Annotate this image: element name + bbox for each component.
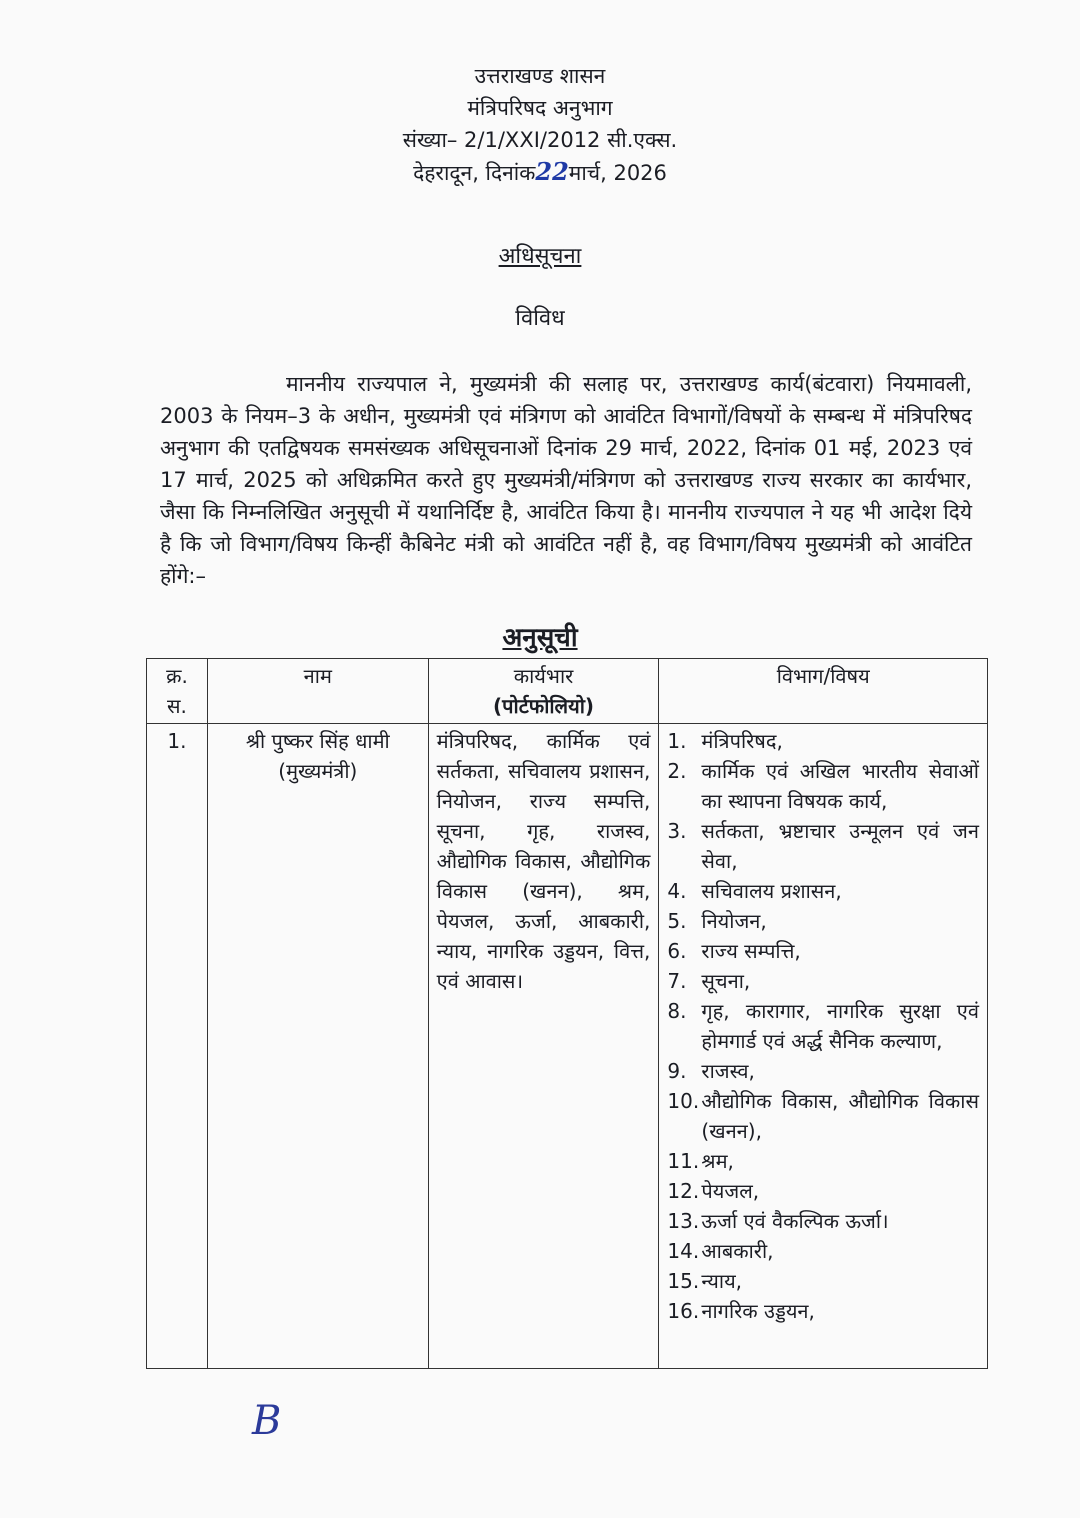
- header-serial-line2: स.: [167, 694, 187, 718]
- header-portfolio: [428, 659, 659, 724]
- subject-text: मंत्रिपरिषद,: [701, 729, 783, 753]
- header-subjects: विभाग/विषय: [659, 659, 988, 724]
- header-portfolio-line1: कार्यभार: [513, 664, 574, 688]
- subject-text: श्रम,: [701, 1149, 734, 1173]
- list-item: [667, 966, 979, 996]
- minister-designation: (मुख्यमंत्री): [278, 759, 358, 783]
- subject-number: 7.: [667, 969, 687, 993]
- subject-number: 15.: [667, 1269, 700, 1293]
- subject-text: कार्मिक एवं अखिल भारतीय सेवाओं का स्थापना विषयक कार्य,: [701, 759, 979, 813]
- table-row: [147, 724, 988, 1369]
- minister-name: श्री पुष्कर सिंह धामी: [245, 729, 390, 753]
- subject-number: 1.: [667, 729, 687, 753]
- subject-text: गृह, कारागार, नागरिक सुरक्षा एवं होमगार्ड एवं अर्द्ध सैनिक कल्याण,: [701, 999, 979, 1053]
- subject-number: 11.: [667, 1149, 700, 1173]
- notification-title: अधिसूचना: [498, 244, 582, 269]
- subject-number: 5.: [667, 909, 687, 933]
- subject-text: पेयजल,: [701, 1179, 760, 1203]
- subject-text: सचिवालय प्रशासन,: [701, 879, 842, 903]
- subject-number: 10.: [667, 1089, 700, 1113]
- reference-number: संख्या– 2/1/XXI/2012 सी.एक्स.: [402, 128, 678, 152]
- list-item: [667, 1266, 979, 1296]
- subject-text: सर्तकता, भ्रष्टाचार उन्मूलन एवं जन सेवा,: [701, 819, 979, 873]
- government-name: उत्तराखण्ड शासन: [474, 64, 606, 88]
- list-item: [667, 1056, 979, 1086]
- row-subjects: [659, 724, 988, 1369]
- row-serial: 1.: [147, 724, 208, 1369]
- schedule-table: [146, 658, 988, 1369]
- list-item: [667, 906, 979, 936]
- subject-text: नियोजन,: [701, 909, 767, 933]
- header-name: नाम: [207, 659, 428, 724]
- subject-text: राजस्व,: [701, 1059, 755, 1083]
- subjects-list: [667, 726, 979, 1326]
- list-item: [667, 876, 979, 906]
- list-item: [667, 1086, 979, 1146]
- document-header: [0, 60, 1080, 189]
- date-suffix: मार्च, 2026: [568, 161, 667, 185]
- header-portfolio-line2: (पोर्टफोलियो): [493, 694, 595, 718]
- subject-number: 2.: [667, 759, 687, 783]
- header-serial: [147, 659, 208, 724]
- subject-number: 13.: [667, 1209, 700, 1233]
- subject-text: सूचना,: [701, 969, 751, 993]
- subject-text: न्याय,: [701, 1269, 743, 1293]
- department-name: मंत्रिपरिषद अनुभाग: [467, 96, 613, 120]
- subject-number: 12.: [667, 1179, 700, 1203]
- subject-text: ऊर्जा एवं वैकल्पिक ऊर्जा।: [701, 1209, 889, 1233]
- row-portfolio: मंत्रिपरिषद, कार्मिक एवं सर्तकता, सचिवालय प्रशासन, नियोजन, राज्य सम्पत्ति, सूचना, गृह, राजस्व, औद्योगिक विकास, औद्योगिक विकास (खनन), श्रम, पेयजल, ऊर्जा, आबकारी, न्याय, नागरिक उड्डयन, वित्त, एवं आवास।: [428, 724, 659, 1369]
- list-item: [667, 1176, 979, 1206]
- schedule-title: अनुसूची: [502, 623, 578, 653]
- subject-number: 16.: [667, 1299, 700, 1323]
- subject-text: औद्योगिक विकास, औद्योगिक विकास (खनन),: [701, 1089, 979, 1143]
- list-item: [667, 1236, 979, 1266]
- subject-number: 8.: [667, 999, 687, 1023]
- subject-number: 14.: [667, 1239, 700, 1263]
- list-item: [667, 936, 979, 966]
- list-item: [667, 756, 979, 816]
- subject-number: 3.: [667, 819, 687, 843]
- row-name: [207, 724, 428, 1369]
- date-prefix: देहरादून, दिनांक: [413, 161, 536, 185]
- subject-number: 6.: [667, 939, 687, 963]
- subject-text: राज्य सम्पत्ति,: [701, 939, 801, 963]
- issue-date: [0, 156, 1080, 189]
- list-item: [667, 1146, 979, 1176]
- list-item: [667, 816, 979, 876]
- subject-text: आबकारी,: [701, 1239, 774, 1263]
- list-item: [667, 1206, 979, 1236]
- subject-number: 9.: [667, 1059, 687, 1083]
- subject-text: नागरिक उड्डयन,: [701, 1299, 815, 1323]
- handwritten-initial: B: [252, 1398, 282, 1444]
- list-item: [667, 726, 979, 756]
- notification-body: माननीय राज्यपाल ने, मुख्यमंत्री की सलाह पर, उत्तराखण्ड कार्य(बंटवारा) नियमावली, 2003 के नियम–3 के अधीन, मुख्यमंत्री एवं मंत्रिगण को आवंटित विभागों/विषयों के सम्बन्ध में मंत्रिपरिषद अनुभाग की एतद्विषयक समसंख्यक अधिसूचनाओं दिनांक 29 मार्च, 2022, दिनांक 01 मई, 2023 एवं 17 मार्च, 2025 को अधिक्रमित करते हुए मुख्यमंत्री/मंत्रिगण को उत्तराखण्ड राज्य सरकार का कार्यभार, जैसा कि निम्नलिखित अनुसूची में यथानिर्दिष्ट है, आवंटित किया है। माननीय राज्यपाल ने यह भी आदेश दिये है कि जो विभाग/विषय किन्हीं कैबिनेट मंत्री को आवंटित नहीं है, वह विभाग/विषय मुख्यमंत्री को आवंटित होंगे:–: [160, 372, 972, 588]
- table-header-row: [147, 659, 988, 724]
- header-serial-line1: क्र.: [166, 664, 188, 688]
- list-item: [667, 1296, 979, 1326]
- notification-subtitle: विविध: [515, 306, 565, 331]
- date-day-handwritten: 22: [535, 157, 569, 186]
- list-item: [667, 996, 979, 1056]
- subject-number: 4.: [667, 879, 687, 903]
